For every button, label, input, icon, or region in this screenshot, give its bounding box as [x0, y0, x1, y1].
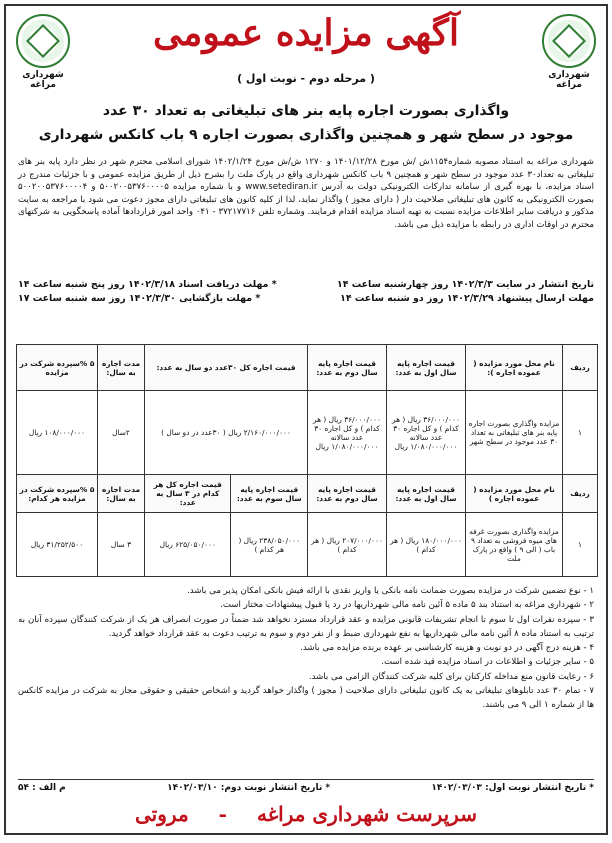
table-row: [17, 391, 598, 475]
condition-item: ۱ - نوع تضمین شرکت در مزایده بصورت ضمانت نامه بانکی یا واریز نقدی با ارائه فیش بانکی امکان پذیر می باشد.: [187, 586, 594, 596]
table-header-cell: قیمت اجاره پایه سال سوم به عدد:: [231, 475, 308, 513]
table-row: [17, 513, 598, 577]
table-header-cell: مدت اجاره به سال:: [98, 345, 145, 391]
table-header-cell: قیمت اجاره پایه سال اول به عدد:: [387, 345, 466, 391]
table-cell: ۲سال: [98, 391, 145, 475]
municipality-seal-icon: [16, 14, 70, 68]
table-cell: ۳۶/۰۰۰/۰۰۰ ریال ( هر کدام ) و کل اجاره ۳۰ عدد سالانه ۱/۰۸۰/۰۰۰/۰۰۰ ریال: [308, 391, 387, 475]
table-header-cell: ردیف: [563, 345, 598, 391]
second-publish-date: * تاریخ انتشار نوبت دوم: ۱۴۰۲/۰۳/۱۰: [167, 783, 331, 793]
table-cell: ۱۰۸/۰۰۰/۰۰۰ ریال: [17, 391, 98, 475]
table-header-cell: ۵ %سپرده شرکت در مزایده هر کدام:: [17, 475, 98, 513]
table-header-cell: قیمت اجاره پایه سال اول به عدد:: [387, 475, 466, 513]
table-header-cell: نام محل مورد مزایده ( عموده اجاره ): [466, 475, 563, 513]
condition-item: ۵ - سایر جزئیات و اطلاعات در اسناد مزایده قید شده است.: [381, 657, 594, 668]
table-cell: ۱: [563, 391, 598, 475]
table-cell: مزایده واگذاری بصورت اجاره پایه بنر های تبلیغاتی به تعداد ۳۰ عدد موجود در سطح شهر: [466, 391, 563, 475]
logo-caption-right: شهرداری مراغه: [548, 70, 590, 90]
table-cell: ۱۸۰/۰۰۰/۰۰۰ ریال ( هر کدام ): [387, 513, 466, 577]
publication-dates: [18, 779, 594, 793]
reference-number: م الف : ۵۴: [18, 783, 66, 793]
table-header-cell: ۵ %سپرده شرکت در مزایده: [17, 345, 98, 391]
logo-caption-left: شهرداری مراغه: [22, 70, 64, 90]
first-publish-date: * تاریخ انتشار نوبت اول: ۱۴۰۲/۰۳/۰۳: [431, 783, 594, 793]
table-cell: ۲/۱۶۰/۰۰۰/۰۰۰ ریال ( ۳۰عدد در دو سال ): [145, 391, 308, 475]
table-cell: مزایده واگذاری بصورت غرفه های میوه فروشی به تعداد ۹ باب ( الی ۹ ) واقع در پارک ملت: [466, 513, 563, 577]
table1-header: [17, 345, 598, 391]
submit-deadline: مهلت ارسال پیشنهاد ۱۴۰۲/۳/۲۹ روز دو شنبه ساعت ۱۴: [340, 293, 594, 304]
table-header-cell: نام محل مورد مزایده ( عموده اجاره ):: [466, 345, 563, 391]
table-header-cell: قیمت اجاره کل هر کدام در ۳ سال به عدد:: [145, 475, 231, 513]
table-cell: ۳۶/۰۰۰/۰۰۰ ریال ( هر کدام ) و کل اجاره ۳۰ عدد سالانه ۱/۰۸۰/۰۰۰/۰۰۰ ریال: [387, 391, 466, 475]
table-cell: ۲۰۷/۰۰۰/۰۰۰ ریال ( هر کدام ): [308, 513, 387, 577]
table-header-cell: ردیف: [563, 475, 598, 513]
signature-dash: -: [218, 802, 227, 826]
signature-line: [6, 802, 606, 826]
headline-line2: موجود در سطح شهر و همچنین واگذاری بصورت اجاره ۹ باب کانکس شهرداری: [38, 127, 574, 143]
signer-name: مروتی: [135, 802, 189, 826]
table-cell: ۲۳۸/۰۵۰/۰۰۰ ریال ( هر کدام ): [231, 513, 308, 577]
opening-date: * مهلت بازگشایی ۱۴۰۲/۳/۳۰ روز سه شنبه ساعت ۱۷: [18, 293, 261, 304]
table-cell: ۱: [563, 513, 598, 577]
table2-header: [17, 475, 598, 513]
condition-item: ۳ - سپرده نفرات اول تا سوم تا انجام تشریفات قانونی مزایده و عقد قرارداد مسترد نخواهد شد ضمناً در صورت انصراف هر یک از شرکت کنندگان سپرده آنان به ترتیب به استناد ماده ۸ آئین نامه مالی شهرداریها به نفع شهرداری ضبط و از نفر دوم و سوم به ترتیب دعوت به عقد قرارداد خواهد گردید.: [18, 614, 594, 639]
auction-stage: ( مرحله دوم - نوبت اول ): [237, 72, 375, 85]
table-cell: ۳۱/۲۵۲/۵۰۰ ریال: [17, 513, 98, 577]
table-header-cell: قیمت اجاره پایه سال دوم به عدد:: [308, 345, 387, 391]
table-cell: ۳ سال: [98, 513, 145, 577]
condition-item: ۲ - شهرداری مراغه به استناد بند ۵ ماده ۵ آئین نامه مالی شهرداریها در رد یا قبول پیشنهادات مختار است.: [220, 600, 594, 611]
condition-item: ۴ - هزینه درج آگهی در دو نوبت و هزینه کارشناسی بر عهده برنده مزایده می باشد.: [300, 643, 594, 654]
municipality-seal-icon: [542, 14, 596, 68]
signer-office: سرپرست شهرداری مراغه: [256, 802, 477, 826]
condition-item: ۷ - تمام ۳۰ عدد تابلوهای تبلیغاتی به یک کانون تبلیغاتی دارای صلاحیت ( مجوز ) واگذار خواهد گردید و اشخاص حقیقی و حقوقی مجاز به شرکت در مزایده کانکس ها از شماره ۱ الی ۹ می باشند.: [18, 686, 594, 711]
table-header-cell: مدت اجاره به سال:: [98, 475, 145, 513]
table-header-cell: قیمت اجاره کل ۳۰عدد دو سال به عدد:: [145, 345, 308, 391]
condition-item: ۶ - رعایت قانون منع مداخله کارکنان برای کلیه شرکت کنندگان الزامی می باشد.: [308, 671, 594, 682]
publish-date: تاریخ انتشار در سایت ۱۴۰۲/۳/۳ روز چهارشنبه ساعت ۱۴: [337, 279, 594, 290]
receive-deadline: * مهلت دریافت اسناد ۱۴۰۲/۳/۱۸ روز پنج شنبه ساعت ۱۴: [18, 279, 277, 290]
conditions-list: [18, 584, 594, 713]
notice-page: [4, 4, 608, 835]
headline-line1: واگذاری بصورت اجاره پایه بنر های تبلیغاتی به تعداد ۳۰ عدد: [102, 103, 510, 119]
notice-title: آگهی مزایده عمومی: [153, 12, 459, 54]
table-cell: ۶۲۵/۰۵۰/۰۰۰ ریال: [145, 513, 231, 577]
auction-tables: [16, 344, 598, 577]
table-header-cell: قیمت اجاره پایه سال دوم به عدد:: [308, 475, 387, 513]
notice-body-text: شهرداری مراغه به استناد مصوبه شماره۱۱۵۴ش /ش مورخ ۱۴۰۱/۱۲/۲۸ و ۱۲۷۰ ش/ش مورخ ۱۴۰۲/۱/۲۴ شورای اسلامی محترم شهر در نظر دارد پایه بنر های تبلیغاتی به تعداد۳۰ عدد موجود در سطح شهر و همچنین ۹ باب کانکس شهرداری واقع در پارک ملت را بشرح ذیل از طریق مزایده عمومی و با جزئیات مندرج در اسناد مزایده، با بهره گیری از سامانه تدارکات الکترونیکی دولت به آدرس www.setediran.ir و با شماره مزایده ۵۰۰۲۰۰۵۳۷۶۰۰۰۰۵ و ۵۰۰۲۰۰۵۳۷۶۰۰۰۰۴ بصورت الکترونیکی به کانون های تبلیغاتی صلاحیت دار ( دارای مجوز ) واگذار نماید، لذا از کلیه کانون های تبلیغاتی دارای مجوز دعوت می شود با مراجعه به سایت مذکور و دریافت سایر اطلاعات مزایده نسبت به تهیه اسناد مزایده اقدام فرمایند. وشماره تلفن ۳۷۲۱۷۷۱۶ - ۰۴۱ واحد امور قراردادها آماده پاسخگویی به شرکتهای محترم در اوقات اداری در رابطه با مزایده ذیل می باشد.: [18, 157, 595, 230]
dates-block: [18, 278, 594, 306]
